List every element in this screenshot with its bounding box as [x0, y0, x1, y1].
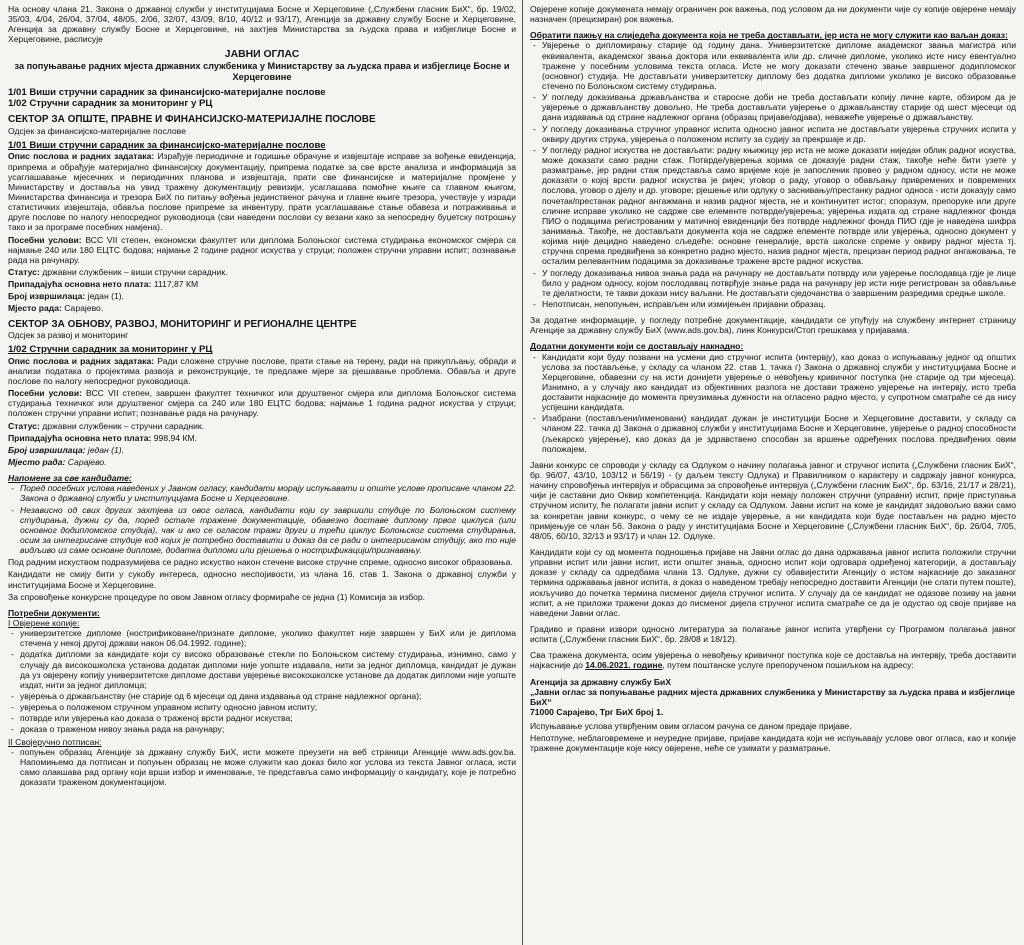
- right-column: [530, 4, 1016, 941]
- deadline-paragraph: Кандидати који су од момента подношења пријаве на Јавни оглас до дана одржавања јавног испита положили стручни управни испит или јавни испит, исти општег знања, односно испит који одговара одређеној категорији, а достављају доказе у складу са одредбама члана 13. Одлуке, дужни су обавијестити Агенцију о истом најкасније до заказаног термина одржавања јавног испита, а доказ о наведеном требају непосредно доставити Агенцији (не слати путем поште), искључиво до почетка термина писменог дијела стручног испита. У случају да се кандидат не одазове позиву на јавни испит, а не приложи тражени доказ до писменог дијела стручног испита сматраће се да је одустао од своје пријаве на наведени Јавни оглас.: [530, 547, 1016, 618]
- docs-subtitle-1: I Овјерене копије:: [8, 618, 80, 629]
- additional-docs-list: [530, 352, 1016, 454]
- sector2-count: Број извршилаца: један (1).: [8, 444, 125, 455]
- competition-paragraph: Јавни конкурс се спроводи у складу са Одлуком о начину полагања јавног и стручног испита („Службени гласник БиХ“, бр. 96/07, 43/10, 103/12 и 56/19) - (у даљем тексту Одлука) и Правилником о карактеру и садржају јавног конкурса, начину спровођења интервјуа и обрасцима за спровођење интервјуа („Службени гласник БиХ“, бр. 63/16, 21/17 и 28/21), чији је саставни дио Оквир компетенција. Кандидати који немају положен стручни (управни) испит, прије приступања стручном испиту, ће полагати јавни испит у складу са Одлуком. Јавни испит на коме је кандидат задовољио важи само за конкретан јавни конкурс, о чему се не издаје увјерење, а ни кандидата који буде постављен на радно мјесто примјењује се члан 56. Закона о раду у институцијама Босне и Херцеговине („Службени гласник БиХ“, бр. 26/04, 7/05, 48/05, 60/10, 32/13 и 93/17) и члан 12. Одлуке.: [530, 459, 1016, 541]
- list-item: - попуњен образац Агенције за државну службу БиХ, исти можете преузети на веб страници Агенције www.ads.gov.ba. Напомињемо да потписан и попуњен образац не може служити као доказ било ког услова из текста Јавног огласа, исти само олакшава рад органу који врши избор и именовање, те представља само информацију о кандидату, које је потребно доказати траженом документацијом.: [8, 747, 516, 788]
- sector2-dept: Одсјек за развој и мониторинг: [8, 330, 129, 341]
- address-city: 71000 Сарајево, Трг БиХ број 1.: [530, 707, 664, 717]
- list-item: - Независно од свих других захтјева из овог огласа, кандидати који су завршили студије по Болоњском систему студирања, дужни су да, поред остале тражене документације, обавезно доставе диплому првог циклуса (или основног додипломског студија), чак и ако се огласом тражи други и трећи циклус Болоњског система студирања, осим за интегрисане студије код којих је потребно доставити и доказ да се ради о интегрисаном студију, ако то није видљиво из саме основне дипломе, додатка дипломи или рјешења о нострификацији/признавању.: [8, 505, 516, 556]
- sector2-place: Мјесто рада: Сарајево.: [8, 457, 107, 468]
- submission-paragraph: Сва тражена документа, осим увјерења о невођењу кривичног поступка које се доставља на интервју, треба доставити најкасније до 14.06.2021. године, путем поштанске услуге препорученом пошиљком на адресу:: [530, 650, 1016, 671]
- announcement-title: ЈАВНИ ОГЛАС: [224, 48, 300, 60]
- docs-title: Потребни документи:: [8, 607, 100, 618]
- sector1-salary: Припадајућа основна нето плата: 1117,87 КМ: [8, 279, 199, 290]
- list-item: - У погледу доказивања нивоа знања рада на рачунару не достављати потврду или увјерење послодавца гдје је лице било у радном односу, којом послодавац потврђује знање рада на рачунару јер исти није регистрован за обављање те дјелатности, те такви докази нису ваљани. Не достављати сједочанства о завршеним разредима средње школе.: [530, 268, 1016, 298]
- sector2-name: СЕКТОР ЗА ОБНОВУ, РАЗВОЈ, МОНИТОРИНГ И РЕГИОНАЛНЕ ЦЕНТРЕ: [8, 318, 357, 330]
- list-item: - увјерења о положеном стручном управном испиту односно јавном испиту;: [8, 702, 516, 712]
- announcement-subtitle: за попуњавање радних мјеста државних службеника у Министарству за људска права и избјеглице Босне и Херцеговине: [14, 60, 510, 82]
- notes-list: [8, 483, 516, 555]
- final-note-2: Непотпуне, неблаговремене и неуредне пријаве, пријаве кандидата који не испуњавају услове овог огласа, као и копије тражене документације које нису овјерене, неће се узимати у разматрање.: [530, 733, 1016, 754]
- final-note-1: Испуњавање услова утврђеним овим огласом рачуна се даном предаје пријаве.: [530, 721, 852, 732]
- list-item: - У погледу радног искуства не достављати: радну књижицу јер иста не може доказати ниједан облик радног искуства, може доказати само радни стаж. Потврде/увјерења којима се доказује радни стаж, такође неће бити узете у разматрање, јер радни стаж представља само вријеме које је запосленик провео у радном односу, исти не може доказати о којој врсти радног искуства је ријеч; уговор о раду, уговор о обављању привремених и повремених послова, уговор о дјелу и др. уговоре; рјешење или одлуку о заснивању/престанку радног односа - исти доказују само почетак/престанак радног ангажмана и назив радног мјеста, не и континуитет истог; споразум, препоруке или друге сличне исправе уколико не садрже све елементе потврде/увјерења; увјерења издата од стране надлежног фонда ПИО о подацима регистрованим у матичној евиденцији без потврде надлежног фонда ПИО гдје је наведена шифра занимања. Такође, не достављати документа која не садрже елементе потврде или увјерења, односно документ у којима није децидно наведено сљедеће: основне генералије, врста школске спреме у оквиру радног мјеста тј. стручна спрема предвиђена за конкретно радно мјесто, назив радног мјеста, прецизан период радног ангажовања, те осталим релевантним подацима за доказивање тражене врсте радног искуства.: [530, 145, 1016, 267]
- sector2-position: 1/02 Стручни сарадник за мониторинг у РЦ: [8, 344, 213, 356]
- list-item: - Поред посебних услова наведених у Јавном огласу, кандидати морају испуњавати и опште услове прописане чланом 22. Закона о државној служби у институцијама Босне и Херцеговине.: [8, 483, 516, 503]
- sector1-duties: Опис послова и радних задатака: Израђује периодичне и годишње обрачуне и извјештаје исправе за вођење евиденција, припрема и обрађује материјално финансијску документацију, припрема податке за све врсте анализа и информација за усаглашавање мјесечних и периодичних планова и извјештаја, прати све финансијске и материјалне промјене у Министарству и доставља на увид тражену документацију ревизији, усаглашава помоћне књиге са главном књигом, Министарства финансија и трезора БиХ по питању вођења јединственог рачуна и главне књиге трезора, учествује у изради статистичких извјештаја, обавља послове припреме за инвентуру, прати усаглашавање стање обавеза и потраживања и друге послове по налогу непосредног руководиоца (сви наведени послови су везани како за непосредну буџетску потрошњу тако и за програме посебних намјена).: [8, 151, 516, 233]
- sector1-name: СЕКТОР ЗА ОПШТЕ, ПРАВНЕ И ФИНАНСИЈСКО-МАТЕРИЈАЛНЕ ПОСЛОВЕ: [8, 114, 376, 126]
- sector1-count: Број извршилаца: један (1).: [8, 291, 124, 302]
- attention-list: [530, 40, 1016, 309]
- list-item: - У погледу доказивања стручног управног испита односно јавног испита не достављати увјерења стручних испита у оквиру других струка, увјерења о положеном испиту за судију за прекршаје и др.: [530, 124, 1016, 144]
- notes-title: Напомене за све кандидате:: [8, 473, 132, 484]
- address-name: Агенција за државну службу БиХ: [530, 676, 672, 687]
- attention-title: Обратити пажњу на слиједећа документа која не треба достављати, јер иста не могу служити као ваљан доказ:: [530, 30, 1008, 41]
- list-item: - У погледу доказивања држављанства и старосне доби не треба достављати копију личне карте, обзиром да је увјерење о држављанству довољно. Не треба достављати увјерење о држављанству старије од шест мјесеци од дана издавања од стране надлежног органа (образац пријаве/одјава), неважеће увјерење о држављанству.: [530, 92, 1016, 122]
- sector1-position: 1/01 Виши стручни сарадник за финансијско-материјалне послове: [8, 140, 326, 152]
- literature-paragraph: Градиво и правни извори односно литература за полагање јавног испита утврђени су Програмом полагања јавног испита („Службени гласник БиХ“, бр. 28/08 и 18/12).: [530, 624, 1016, 645]
- sector1-conditions: Посебни услови: ВСС VII степен, економски факултет или дипломa Болоњског система студирања економског смјера са најмање 240 или 180 ЕЦТС бодова; најмање 2 године радног искуства у струци; положен стручни управни испит; познавање рада на рачунару.: [8, 234, 516, 265]
- position-list-item-1: 1/01 Виши стручни сарадник за финансијско-материјалне послове: [8, 86, 326, 98]
- list-item: - Изабрани (постављени/именовани) кандидат дужан је институцији Босне и Херцеговине доставити, у складу са чланом 22. тачка д) Закона о државној служби у институцијама Босне и Херцеговине, увјерење о радној способности (љекарско увјерење), као доказ да је здравствено способан за вршење одређених послова предвиђених овим положајем.: [530, 413, 1016, 454]
- submission-deadline: 14.06.2021. године: [585, 660, 663, 671]
- list-item: - потврде или увјерења као доказа о траженој врсти радног искуства;: [8, 713, 516, 723]
- list-item: - Увјерење о дипломирању старије од годину дана. Универзитетске дипломе академског звања магистра или еквивалента, академског звања доктора или еквивалента или др. сличне дипломе, уколико исте нису евентуално тражене у посебним условима текста огласа. Исте не могу доказати стечено звање завршеног додипломског (основног) студија. Не достављати универзитетску диплому без додатка дипломи уколико је високо образовање стечено по Болоњском систему студирања.: [530, 40, 1016, 91]
- note-work-experience: Под радним искуством подразумијева се радно искуство након стечене високе стручне спреме, односно високог образовања.: [8, 557, 513, 568]
- note-conflict: Кандидати не смију бити у сукобу интереса, односно неспојивости, из члана 16. став 1. Закона о државној служби у институцијама Босне и Херцеговине.: [8, 569, 516, 590]
- sector2-conditions: Посебни услови: ВСС VII степен, завршен факултет техничког или друштвеног смјера или диплома Болоњског система студирања техничког или друштвеног смјера са 240 или 180 ЕЦТС бодова; најмање 1 година радног искуства у струци; положен стручни управни испит; познавање рада на рачунару.: [8, 388, 516, 419]
- list-item: - универзитетске дипломе (нострификоване/признате дипломе, уколико факултет није завршен у БиХ или је диплома стечена у некој другој држави након 06.04.1992. године);: [8, 628, 516, 648]
- sector2-salary: Припадајућа основна нето плата: 998,94 КМ.: [8, 432, 197, 443]
- sector1-place: Мјесто рада: Сарајево.: [8, 303, 104, 314]
- address-line: „Јавни оглас за попуњавање радних мјеста државних службеника у Министарству за људска права и избјеглице БиХ“: [530, 686, 1015, 707]
- sector1-dept: Одсјек за финансијско-материјалне послове: [8, 125, 186, 136]
- sector2-status: Статус: државни службеник – стручни сарадник.: [8, 420, 205, 431]
- list-item: - увјерења о држављанству (не старије од 6 мјесеци од дана издавања од стране надлежног органа);: [8, 691, 516, 701]
- note-commission: За спровођење конкурсне процедуре по овом Јавном огласу формираће се једна (1) Комисија за избор.: [8, 591, 426, 602]
- copy-validity: Овјерене копије докумената немају ограничен рок важења, под условом да ни документи чије су копије овјерене немају назначен (прецизиран) рок важења.: [530, 4, 1016, 25]
- docs-subtitle-2: II Својеручно потписан:: [8, 736, 102, 747]
- column-divider: [522, 0, 523, 945]
- list-item: - Кандидати који буду позвани на усмени дио стручног испита (интервју), као доказ о испуњавању једног од општих услова за постављење, у складу са чланом 22. став 1. тачка г) Закона о државној служби у институцијама Босне и Херцеговине, обавезни су на исти донијети увјерење о невођењу кривичног поступка (не старије од три мјесеца). Изнимно, а у случају ако кандидат из објективних разлога не достави тражено увјерење на интервју, исто треба доставити најкасније до момента преузимања дужности на огласено радно мјесто, у супротном сматраће се да нису успјешни кандидата.: [530, 352, 1016, 413]
- list-item: - доказа о траженом нивоу знања рада на рачунару;: [8, 724, 516, 734]
- intro-paragraph: На основу члана 21. Закона о државној служби у институцијама Босне и Херцеговине („Службени гласник БиХ“, бр. 19/02, 35/03, 4/04, 26/04, 37/04, 48/05, 2/06, 32/07, 43/09, 8/10, 40/12 и 93/17), Агенција за државну службу Босне и Херцеговине, Агенција за државну службу Босне и Херцеговине, на захтјев Министарства за људска права и избјеглице Босне и Херцеговине, расписује: [8, 4, 516, 45]
- additional-docs-title: Додатни документи који се достављају накнадно:: [530, 341, 744, 352]
- list-item: - додатка дипломи за кандидате који су високо образовање стекли по Болоњском систему студирања, изнимно, само у случају да високошколска установа додатак дипломи није уопште издавала, нити за једног дипломца, кандидат је дужан да уз овјерену копију универзитетске дипломе достави увјерење високошколске установе да додатак дипломи није уопште издат, нити за једног дипломца;: [8, 649, 516, 690]
- position-list-item-2: 1/02 Стручни сарадник за мониторинг у РЦ: [8, 97, 213, 109]
- left-column: [8, 4, 516, 941]
- sector1-status: Статус: државни службеник – виши стручни сарадник.: [8, 266, 228, 277]
- docs-list: [8, 628, 516, 734]
- sector2-duties: Опис послова и радних задатака: Ради сложене стручне послове, прати стање на терену, ради на прикупљању, обради и анализи података о пројектима развоја и реконструкције, те предлаже мјере за рјешавање проблема. Обавља и друге послове по налогу непосредног руководиоца.: [8, 355, 516, 387]
- further-info: За додатне информације, у погледу потребне документације, кандидати се упућују на службену интернет страницу Агенције за државну службу БиХ (www.ads.gov.ba), линк Конкурси/Стоп грешкама у пријавама.: [530, 315, 1016, 336]
- docs2-list: [8, 747, 516, 788]
- list-item: - Непотписан, непопуњен, исправљен или измијењен пријавни образац.: [530, 299, 1016, 309]
